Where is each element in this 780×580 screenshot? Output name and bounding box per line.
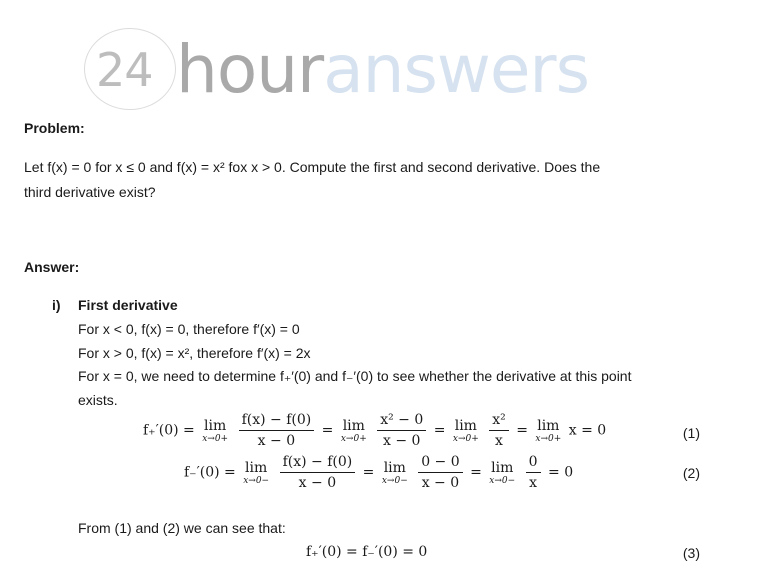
equation-1	[143, 410, 606, 451]
answer-heading: Answer:	[24, 259, 80, 275]
problem-heading: Problem:	[24, 120, 85, 136]
eq2-equals-b: =	[470, 464, 482, 481]
eq2-limit: lim x→0−	[243, 459, 270, 486]
answer-line-2: For x > 0, f(x) = x², therefore f′(x) = 2x	[78, 345, 311, 361]
eq1-tail: x = 0	[568, 422, 607, 439]
eq1-limit-3: lim x→0+	[452, 417, 479, 444]
section-title: First derivative	[78, 297, 178, 313]
problem-line-2: third derivative exist?	[24, 184, 156, 200]
eq2-limit-2: lim x→0−	[381, 459, 408, 486]
logo-word-hour: hour	[176, 31, 324, 108]
answer-line-1: For x < 0, f(x) = 0, therefore f′(x) = 0	[78, 321, 300, 337]
eq1-fraction-1: $\frac{f(x) - f(0)}{x - 0}$	[239, 410, 315, 451]
eq2-lhs: f₋′(0) =	[184, 464, 236, 481]
eq1-fraction-2: $\frac{\text{x² − 0}}{x - 0}$	[377, 410, 426, 451]
eq2-fraction-2: $\frac{0 - 0}{x - 0}$	[418, 452, 462, 493]
answer-line-3: For x = 0, we need to determine f₊′(0) and f₋′(0) to see whether the derivative at this point	[78, 368, 632, 384]
equation-3-number: (3)	[682, 545, 700, 561]
equation-2-number: (2)	[682, 465, 700, 481]
eq2-equals-a: =	[362, 464, 375, 481]
equation-2	[184, 452, 573, 493]
eq1-equals-a: =	[321, 422, 334, 439]
eq1-lhs: f₊′(0) =	[143, 422, 195, 439]
equation-3: f₊′(0) = f₋′(0) = 0	[306, 544, 428, 560]
eq1-equals-b: =	[433, 422, 446, 439]
eq2-tail: = 0	[548, 464, 574, 481]
eq2-fraction-1: $\frac{f(x) - f(0)}{x - 0}$	[280, 452, 356, 493]
problem-line-1: Let f(x) = 0 for x ≤ 0 and f(x) = x² fox x > 0. Compute the first and second derivative. Does the	[24, 159, 601, 175]
logo-word-answers: answers	[323, 31, 589, 108]
logo-wordmark	[176, 32, 589, 108]
eq2-fraction-3: $\frac{0}{x}$	[526, 452, 541, 493]
eq1-fraction-3: $\frac{\text{x²}}{x}$	[489, 410, 509, 451]
conclusion-text: From (1) and (2) we can see that:	[78, 520, 286, 536]
eq1-limit: lim x→0+	[202, 417, 229, 444]
answer-line-4: exists.	[78, 392, 118, 408]
eq1-equals-c: =	[516, 422, 528, 439]
logo-number: 24	[96, 43, 153, 97]
equation-1-number: (1)	[682, 425, 700, 441]
eq1-limit-2: lim x→0+	[340, 417, 367, 444]
eq2-limit-3: lim x→0−	[489, 459, 516, 486]
eq1-limit-4: lim x→0+	[535, 417, 562, 444]
section-marker: i)	[52, 297, 61, 313]
